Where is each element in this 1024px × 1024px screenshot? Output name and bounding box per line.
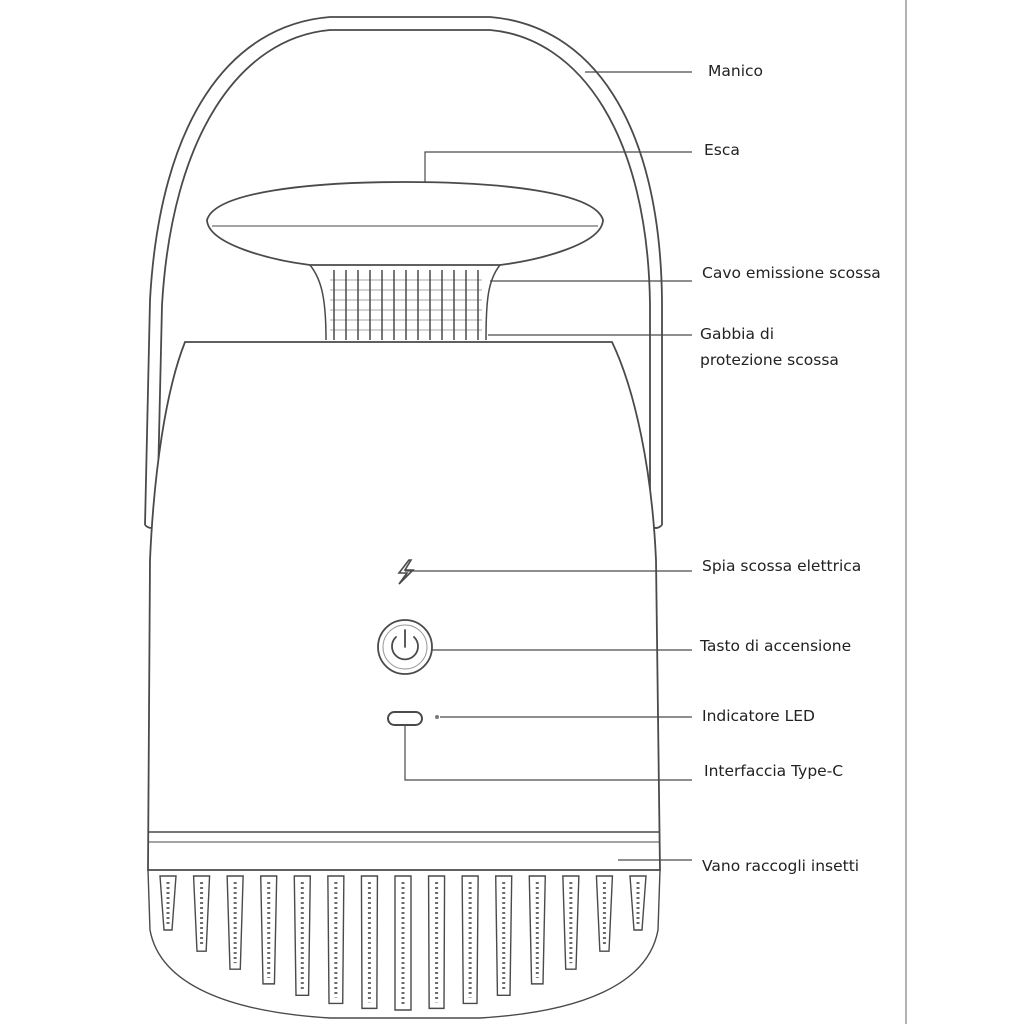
- shock-cage: [310, 265, 500, 340]
- callout-led-indicator: Indicatore LED: [702, 707, 815, 725]
- callout-cage-line2: protezione scossa: [700, 351, 839, 369]
- callout-handle: Manico: [708, 62, 764, 80]
- grille-slot: [328, 876, 344, 1003]
- insect-tray-grille: [148, 870, 660, 1018]
- bait-dome: [207, 182, 603, 265]
- main-body: [148, 342, 660, 870]
- grille-slot: [462, 876, 478, 1003]
- callout-power-button: Tasto di accensione: [700, 637, 852, 655]
- power-button[interactable]: [378, 620, 432, 674]
- callout-insect-tray: Vano raccogli insetti: [702, 857, 860, 875]
- led-indicator-dot: [435, 715, 439, 719]
- callout-shock-wire: Cavo emissione scossa: [702, 264, 881, 282]
- callout-bait: Esca: [704, 141, 740, 159]
- callout-type-c: Interfaccia Type-C: [704, 762, 844, 780]
- type-c-port-icon[interactable]: [388, 712, 422, 725]
- callout-protection-cage: [700, 321, 839, 373]
- callout-shock-light: Spia scossa elettrica: [702, 557, 862, 575]
- callout-cage-line1: Gabbia di: [700, 325, 775, 343]
